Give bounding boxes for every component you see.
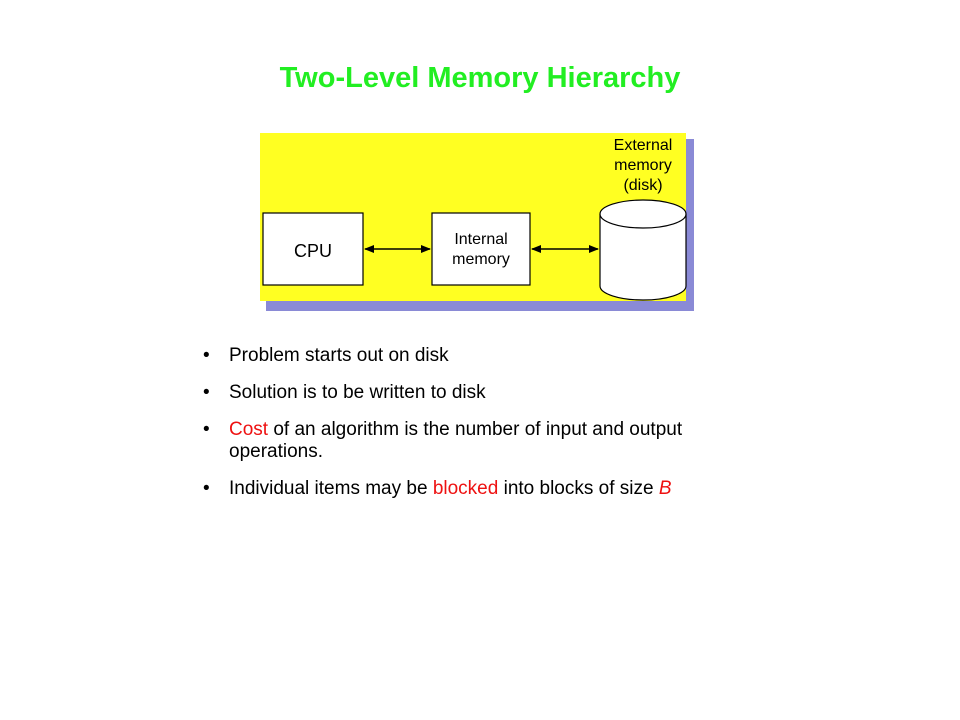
internal-memory-label-line1: Internal [454,231,508,248]
bullet-solution-to-disk [203,382,743,404]
bullet-text: of an algorithm is the number of input and output operations. [229,419,683,462]
blocked-highlight: blocked [432,478,499,499]
external-memory-label-line2: memory [614,157,672,174]
bullet-list [203,345,743,515]
memory-hierarchy-diagram [258,131,698,317]
disk-cylinder-icon [600,200,686,300]
bullet-text: Solution is to be written to disk [229,382,486,403]
bullet-cost-definition [203,419,743,463]
cost-highlight: Cost [229,419,269,440]
page-title: Two-Level Memory Hierarchy [279,62,681,94]
bullet-text: Individual items may be [229,478,433,499]
bullet-text: Problem starts out on disk [229,345,449,366]
cpu-label: CPU [293,241,333,261]
bullet-blocking [203,478,743,500]
internal-memory-box [432,213,530,285]
internal-memory-label-line2: memory [452,251,510,268]
block-size-variable: B [658,478,672,499]
external-memory-label-line1: External [613,137,673,154]
external-memory-label-line3: (disk) [623,177,663,194]
bullet-problem-on-disk [203,345,743,367]
bullet-text: into blocks of size [498,478,659,499]
